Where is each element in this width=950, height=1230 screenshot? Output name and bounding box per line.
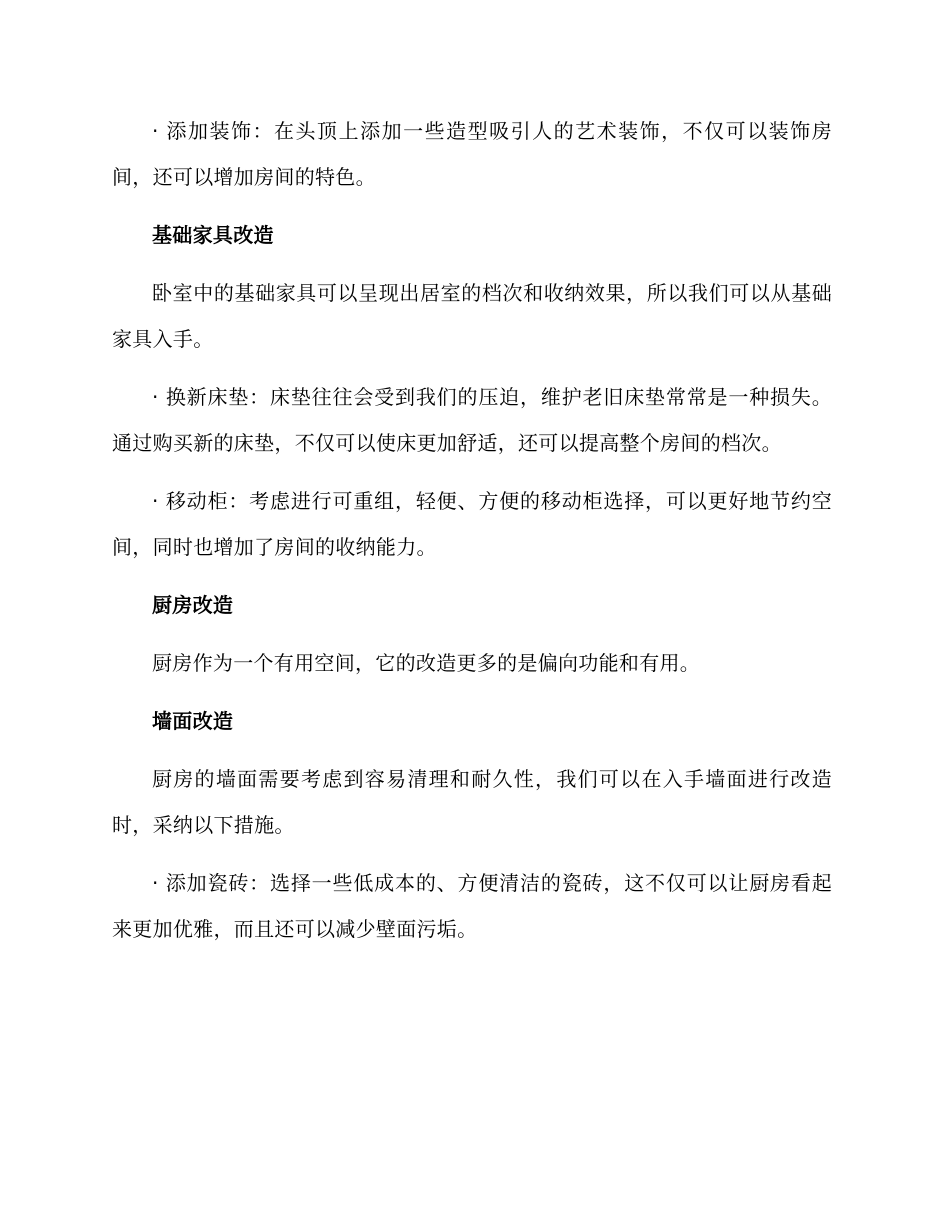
section-heading-basic-furniture: 基础家具改造 [152,223,274,247]
bullet-paragraph-add-tiles: · 添加瓷砖：选择一些低成本的、方便清洁的瓷砖，这不仅可以让厨房看起来更加优雅，而且还可以减少壁面污垢。 [112,871,832,941]
bullet-paragraph-add-decoration: · 添加装饰：在头顶上添加一些造型吸引人的艺术装饰，不仅可以装饰房间，还可以增加房间的特色。 [112,119,832,189]
paragraph-kitchen-intro: 厨房作为一个有用空间，它的改造更多的是偏向功能和有用。 [152,651,701,675]
section-heading-kitchen: 厨房改造 [152,593,234,617]
paragraph-wall-intro: 厨房的墙面需要考虑到容易清理和耐久性，我们可以在入手墙面进行改造时，采纳以下措施。 [112,767,832,837]
bullet-paragraph-mobile-cabinet: · 移动柜：考虑进行可重组，轻便、方便的移动柜选择，可以更好地节约空间，同时也增加了房间的收纳能力。 [112,489,832,559]
bullet-paragraph-new-mattress: · 换新床垫：床垫往往会受到我们的压迫，维护老旧床垫常常是一种损失。通过购买新的床垫，不仅可以使床更加舒适，还可以提高整个房间的档次。 [112,385,832,455]
section-heading-wall: 墙面改造 [152,709,234,733]
paragraph-basic-furniture-intro: 卧室中的基础家具可以呈现出居室的档次和收纳效果，所以我们可以从基础家具入手。 [112,281,832,351]
document-body [112,108,832,952]
